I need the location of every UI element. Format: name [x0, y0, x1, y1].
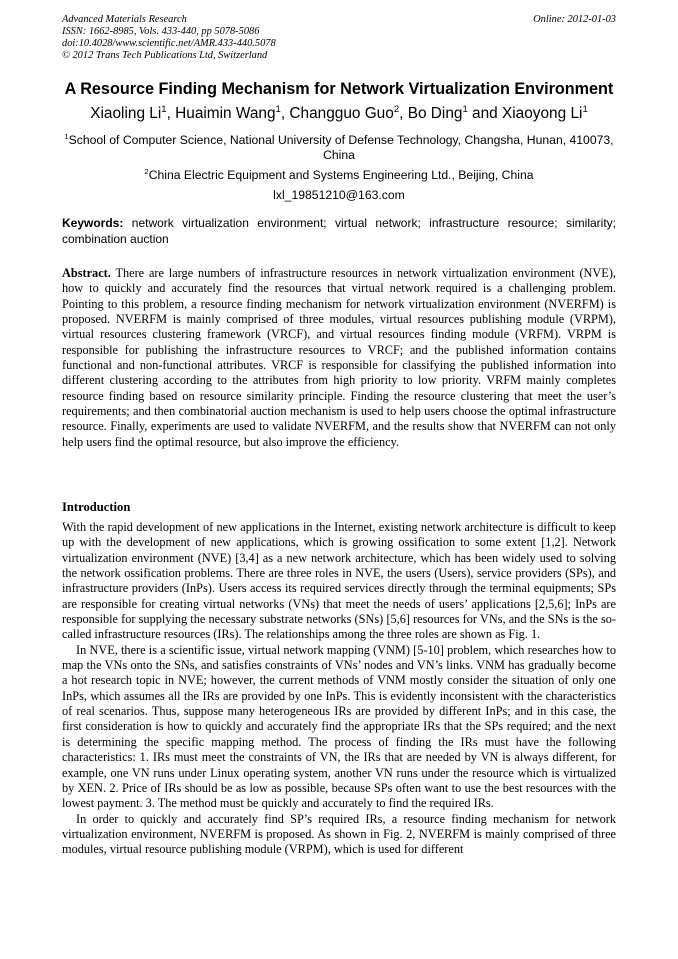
author-separator: ,	[399, 105, 408, 122]
author-name: Bo Ding	[407, 105, 463, 122]
paragraph: In NVE, there is a scientific issue, virtual network mapping (VNM) [5-10] problem, which researches how to map the VNs onto the SNs, and satisfies constraints of VNs’ nodes and VN’s links. VNM has gradually become a hot research topic in NVE; however, the current methods of VNM mostly consider the situation of only one InPs, which assumes all the IRs are provided by one InPs. This is evidently inconsistent with the characteristics of real scenarios. Thus, suppose many heterogeneous IRs are provided by different InPs; and in this case, the first consideration is how to quickly and accurately find the appropriate IRs that the SPs required; and the next is determining the specific mapping method. The process of finding the IRs must have the following characteristics: 1. IRs must meet the constraints of VN, the IRs that are needed by VN is always different, for example, one VN runs under Linux operating system, another VN runs under the resource which is virtualized by XEN. 2. Price of IRs should be as low as possible, because SPs often want to use the best resources with the lowest payment. 3. The method must be quickly and accurately to find the required IRs.	[62, 642, 616, 811]
abstract-text: There are large numbers of infrastructure resources in network virtualization environment (NVE), how to quickly and accurately find the resources that virtual network required is a challenging problem. Pointing to this problem, a resource finding mechanism for network virtualization environment (NVERFM) is proposed. NVERFM is mainly comprised of three modules, virtual resources publishing module (VRPM), virtual resources clustering framework (VRCF), and virtual resources finding module (VRFM). VRPM is responsible for publishing the infrastructure resources to VRCF; and the published information contains functional and non-functional attributes. VRCF is responsible for classifying the published information into different clustering according to the attributes from high priority to low priority. VRFM mainly completes resource finding based on resource similarity principle. Finding the resource clustering that meet the user’s requirements; and then combinatorial auction mechanism is used to help users choose the optimal infrastructure resource. Finally, experiments are used to validate NVERFM, and the results show that NVERFM can not only help users find the optimal resource, but also improve the efficiency.	[62, 266, 616, 449]
affiliation-mark: 2	[144, 166, 149, 176]
author-affiliation-mark: 1	[275, 103, 281, 115]
keywords-block	[62, 216, 616, 247]
journal-name: Advanced Materials Research	[62, 14, 187, 25]
affiliation-1	[62, 133, 616, 163]
author-email: lxl_19851210@163.com	[273, 188, 405, 202]
doi-line: doi:10.4028/www.scientific.net/AMR.433-440.5078	[62, 38, 276, 49]
author-name: Xiaoyong Li	[502, 105, 583, 122]
author-affiliation-mark: 2	[393, 103, 400, 115]
section-heading-introduction: Introduction	[62, 500, 131, 514]
author-separator: ,	[166, 105, 176, 122]
affiliation-text: School of Computer Science, National University of Defense Technology, Changsha, Hunan, 410073, China	[68, 133, 614, 162]
author-affiliation-mark: 1	[161, 103, 167, 115]
author-name: Changguo Guo	[289, 105, 394, 122]
author-name: Xiaoling Li	[90, 105, 162, 122]
author-list	[50, 104, 628, 124]
keywords-text: network virtualization environment; virtual network; infrastructure resource; similarity; combination auction	[62, 216, 617, 246]
author-affiliation-mark: 1	[582, 103, 588, 115]
paragraph: In order to quickly and accurately find SP’s required IRs, a resource finding mechanism for network virtualization environment, NVERFM is proposed. As shown in Fig. 2, NVERFM is mainly comprised of three modules, virtual resource publishing module (VRPM), which is used for different	[62, 811, 616, 857]
journal-header	[62, 14, 616, 62]
online-date: Online: 2012-01-03	[533, 14, 616, 25]
paragraph: With the rapid development of new applications in the Internet, existing network architecture is difficult to keep up with the development of new applications, which is growing ossification to some extent [1,2]. Network virtualization environment (NVE) [3,4] as a new network architecture, which has been widely used to solving the network ossification problems. There are three roles in NVE, the users (Users), service providers (SPs), and infrastructure providers (InPs). Users access its required services directly through the terminal equipments; SPs are responsible for creating virtual networks (VNs) that meet the needs of users’ applications [2,5,6]; InPs are responsible for supplying the necessary substrate networks (SNs) [5,6] resources for VNs, and the SNs is the so-called infrastructure resources (IRs). The relationships among the three roles are shown as Fig. 1.	[62, 520, 616, 642]
abstract-label: Abstract.	[62, 266, 111, 280]
affiliation-mark: 1	[64, 131, 69, 141]
abstract-block	[62, 266, 616, 450]
introduction-body	[62, 520, 616, 858]
affiliation-text: China Electric Equipment and Systems Engineering Ltd., Beijing, China	[148, 168, 534, 182]
issn-line: ISSN: 1662-8985, Vols. 433-440, pp 5078-5086	[62, 26, 260, 37]
paper-title: A Resource Finding Mechanism for Network Virtualization Environment	[64, 80, 614, 98]
author-separator: and	[467, 105, 502, 122]
copyright-line: © 2012 Trans Tech Publications Ltd, Switzerland	[62, 50, 268, 61]
affiliation-2	[62, 168, 616, 183]
author-name: Huaimin Wang	[175, 105, 276, 122]
author-affiliation-mark: 1	[462, 103, 468, 115]
keywords-label: Keywords:	[62, 216, 124, 230]
author-separator: ,	[280, 105, 290, 122]
